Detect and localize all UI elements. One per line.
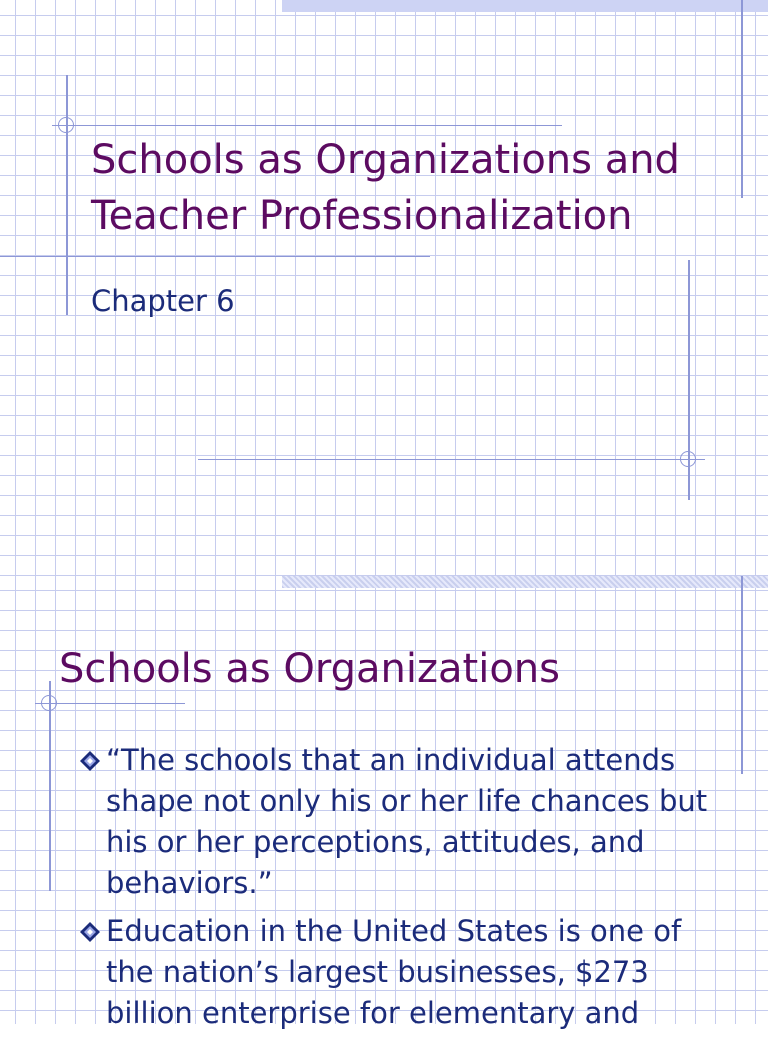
decor-circle-icon bbox=[41, 695, 57, 711]
bullet-text: “The schools that an individual attends shape not only his or her life chances but his or her perceptions, attitudes, and behaviors.” bbox=[106, 743, 708, 900]
decor-line bbox=[35, 703, 185, 704]
decor-line bbox=[66, 75, 68, 315]
slide-subtitle: Chapter 6 bbox=[91, 284, 235, 318]
decor-line bbox=[52, 125, 562, 126]
decor-circle-icon bbox=[680, 451, 696, 467]
decor-line bbox=[0, 256, 430, 257]
top-band bbox=[282, 0, 768, 12]
decor-line bbox=[741, 576, 743, 774]
top-band bbox=[282, 576, 768, 588]
list-item bbox=[77, 911, 737, 1034]
bullet-list bbox=[77, 740, 737, 1041]
decor-line bbox=[49, 681, 51, 891]
bullet-text: Education in the United States is one of the nation’s largest businesses, $273 billion enterprise for elementary and bbox=[106, 914, 682, 1030]
list-item bbox=[77, 740, 737, 904]
slide-title: Schools as Organizations bbox=[59, 646, 560, 692]
decor-line bbox=[198, 459, 705, 460]
decor-circle-icon bbox=[58, 117, 74, 133]
slide-title: Schools as Organizations and Teacher Professionalization bbox=[91, 137, 680, 239]
decor-line bbox=[741, 0, 743, 198]
diamond-bullet-icon bbox=[79, 921, 101, 943]
diamond-bullet-icon bbox=[79, 750, 101, 772]
